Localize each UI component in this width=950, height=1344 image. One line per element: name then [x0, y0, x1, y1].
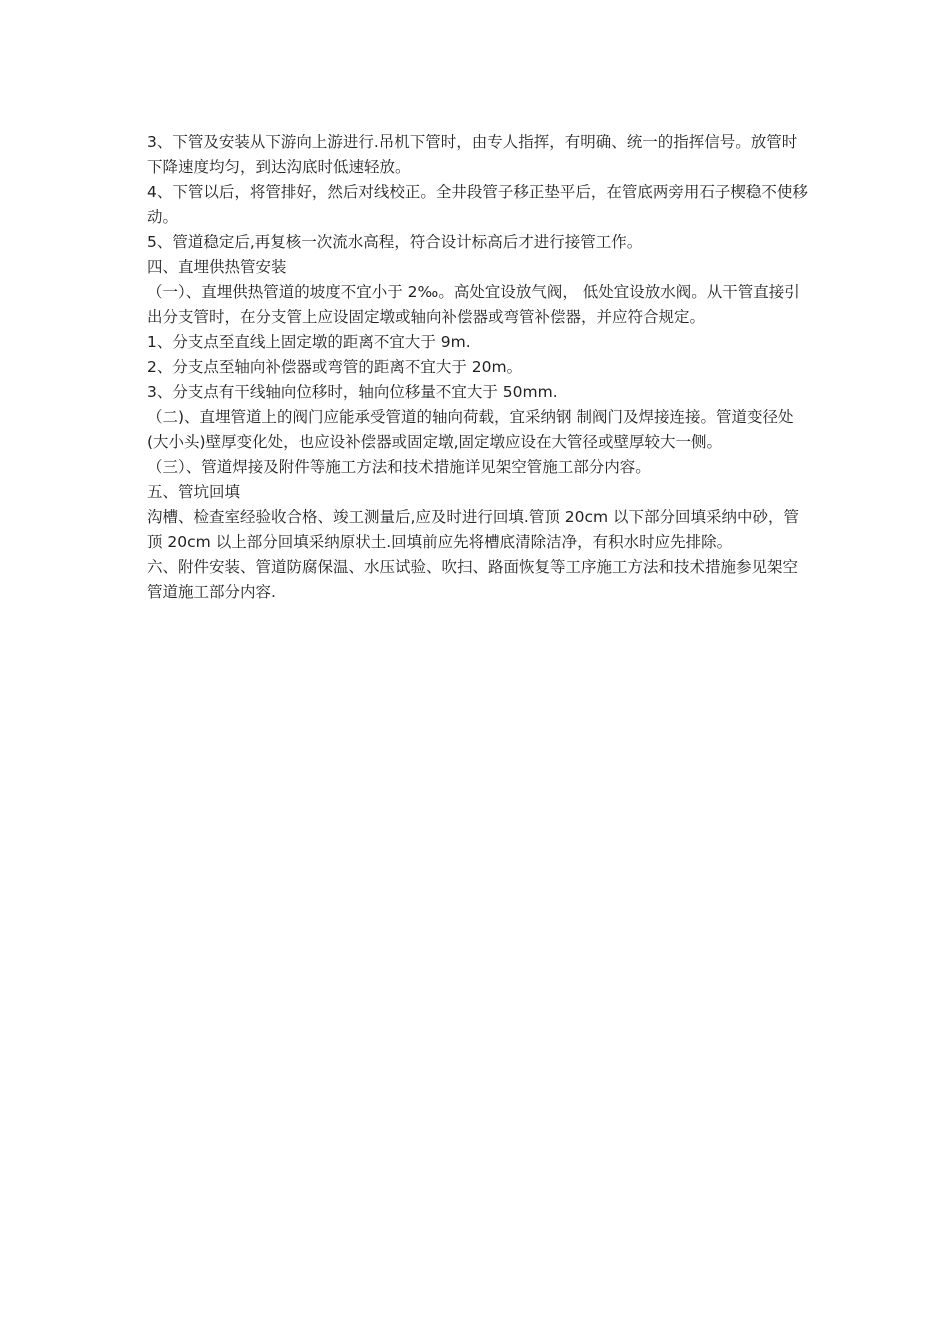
list-item-branch-point-1: 1、分支点至直线上固定墩的距离不宜大于 9m.: [147, 333, 471, 351]
document-body: [147, 130, 812, 605]
section-heading-accessories: 六、附件安装、管道防腐保温、水压试验、吹扫、路面恢复等工序施工方法和技术措施参见架空管道施工部分内容.: [147, 558, 799, 601]
list-item-branch-point-2: 2、分支点至轴向补偿器或弯管的距离不宜大于 20m。: [147, 358, 523, 376]
paragraph-lowering-pipe: 3、下管及安装从下游向上游进行.吊机下管时，由专人指挥，有明确、统一的指挥信号。放管时下降速度均匀，到达沟底时低速轻放。: [147, 133, 798, 176]
section-heading-direct-buried: 四、直埋供热管安装: [147, 258, 287, 276]
paragraph-valves: （二)、直埋管道上的阀门应能承受管道的轴向荷载，宜采纳钢 制阀门及焊接连接。管道变径处(大小头)壁厚变化处，也应设补偿器或固定墩,固定墩应设在大管径或壁厚较大一侧。: [147, 408, 794, 451]
paragraph-backfill: 沟槽、检查室经验收合格、竣工测量后,应及时进行回填.管顶 20cm 以下部分回填采纳中砂，管顶 20cm 以上部分回填采纳原状土.回填前应先将槽底清除洁净，有积水时应先排除。: [147, 508, 800, 551]
section-heading-backfill: 五、管坑回填: [147, 483, 241, 501]
paragraph-slope-requirement: （一）、直埋供热管道的坡度不宜小于 2‰。高处宜设放气阀， 低处宜设放水阀。从干管直接引出分支管时，在分支管上应设固定墩或轴向补偿器或弯管补偿器，并应符合规定。: [147, 283, 800, 326]
paragraph-elevation-check: 5、管道稳定后,再复核一次流水高程，符合设计标高后才进行接管工作。: [147, 233, 643, 251]
paragraph-alignment: 4、下管以后，将管排好，然后对线校正。全井段管子移正垫平后，在管底两旁用石子楔稳不使移动。: [147, 183, 808, 226]
list-item-branch-point-3: 3、分支点有干线轴向位移时，轴向位移量不宜大于 50mm.: [147, 383, 558, 401]
paragraph-welding-reference: （三）、管道焊接及附件等施工方法和技术措施详见架空管施工部分内容。: [147, 458, 651, 476]
